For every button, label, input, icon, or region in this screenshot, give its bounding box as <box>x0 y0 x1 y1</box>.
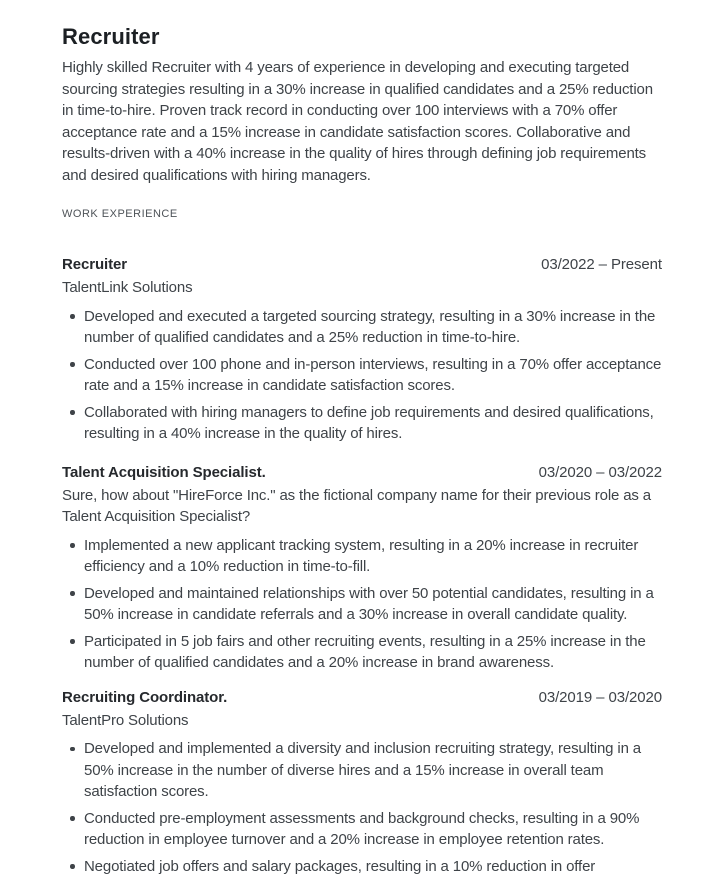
job-header <box>62 254 662 275</box>
bullet-item: Conducted over 100 phone and in-person interviews, resulting in a 70% offer acceptance rate and a 15% increase in candidate satisfaction scores. <box>62 354 662 397</box>
job-title: Recruiter <box>62 254 127 275</box>
job-title: Talent Acquisition Specialist. <box>62 462 266 483</box>
job-entry-recruiting-coordinator <box>62 687 662 877</box>
job-dates: 03/2020 – 03/2022 <box>539 462 662 483</box>
job-company: TalentLink Solutions <box>62 277 662 299</box>
bullet-item: Conducted pre-employment assessments and background checks, resulting in a 90% reduction in employee turnover and a 20% increase in employee retention rates. <box>62 808 662 851</box>
summary-text: Highly skilled Recruiter with 4 years of experience in developing and executing targeted sourcing strategies resulting in a 30% increase in qualified candidates and a 25% reduction in time-to-hire. Proven track record in conducting over 100 interviews with a 70% offer acceptance rate and a 15% increase in candidate satisfaction scores. Collaborative and results-driven with a 40% increase in the quality of hires through defining job requirements and desired qualifications with hiring managers. <box>62 57 662 186</box>
job-title: Recruiting Coordinator. <box>62 687 227 708</box>
bullet-item: Collaborated with hiring managers to define job requirements and desired qualifications, resulting in a 40% increase in the quality of hires. <box>62 402 662 445</box>
bullet-item: Implemented a new applicant tracking system, resulting in a 20% increase in recruiter efficiency and a 10% reduction in time-to-fill. <box>62 535 662 578</box>
bullet-item: Developed and maintained relationships with over 50 potential candidates, resulting in a 50% increase in candidate referrals and a 30% increase in overall candidate quality. <box>62 583 662 626</box>
bullet-list <box>62 738 662 877</box>
bullet-item: Participated in 5 job fairs and other recruiting events, resulting in a 25% increase in the number of qualified candidates and a 20% increase in brand awareness. <box>62 631 662 674</box>
bullet-item: Negotiated job offers and salary packages, resulting in a 10% reduction in offer <box>62 856 662 877</box>
bullet-item: Developed and implemented a diversity and inclusion recruiting strategy, resulting in a 50% increase in the number of diverse hires and a 15% increase in overall team satisfaction scores. <box>62 738 662 803</box>
bullet-list <box>62 306 662 445</box>
job-dates: 03/2019 – 03/2020 <box>539 687 662 708</box>
job-entry-recruiter <box>62 254 662 445</box>
job-company: TalentPro Solutions <box>62 710 662 732</box>
job-header <box>62 462 662 483</box>
bullet-item: Developed and executed a targeted sourcing strategy, resulting in a 30% increase in the number of qualified candidates and a 25% reduction in time-to-hire. <box>62 306 662 349</box>
job-company: Sure, how about "HireForce Inc." as the fictional company name for their previous role as a Talent Acquisition Specialist? <box>62 485 662 528</box>
job-dates: 03/2022 – Present <box>541 254 662 275</box>
resume-content <box>62 24 662 877</box>
page-title: Recruiter <box>62 24 662 50</box>
job-header <box>62 687 662 708</box>
job-entry-talent-acquisition-specialist <box>62 462 662 674</box>
section-label-work-experience: WORK EXPERIENCE <box>62 208 662 221</box>
bullet-list <box>62 535 662 674</box>
